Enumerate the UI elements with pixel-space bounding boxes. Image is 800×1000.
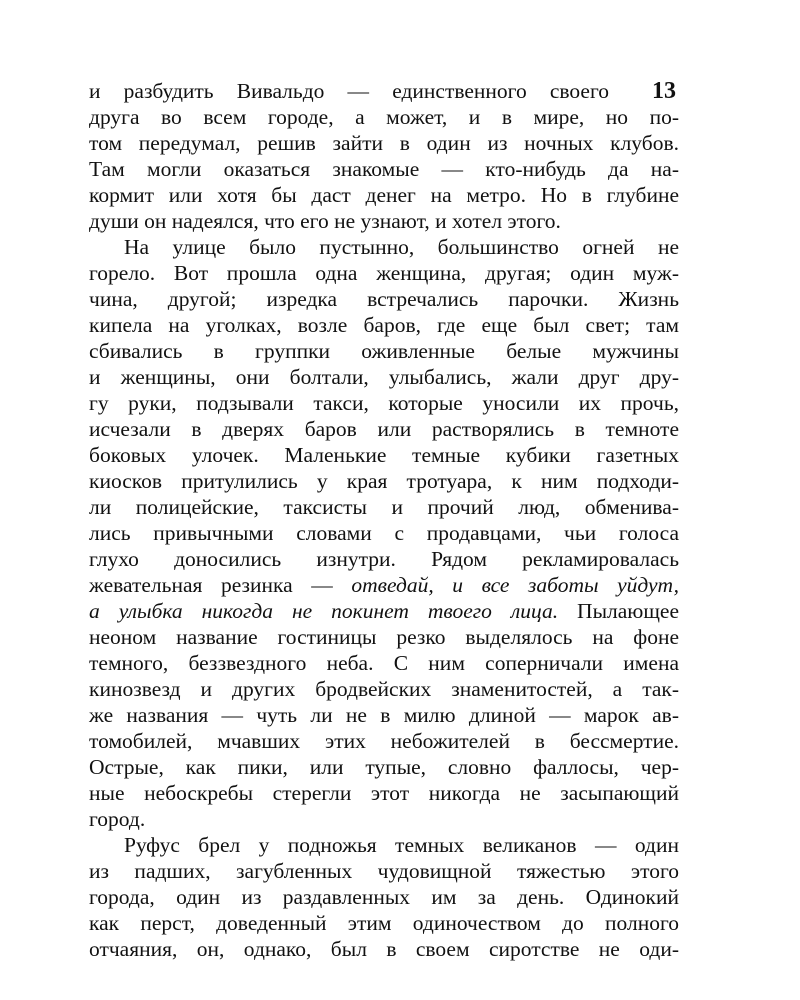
page-number: 13 (652, 78, 676, 104)
text-line: же названия — чуть ли не в милю длиной — марок ав- (89, 703, 679, 727)
italic-text: а улыбка никогда не покинет твоего лица. (89, 599, 559, 623)
text-line: неоном название гостиницы резко выделялось на фоне (89, 625, 679, 649)
text-line: боковых улочек. Маленькие темные кубики газетных (89, 443, 679, 467)
text-line: ли полицейские, таксисты и прочий люд, обменива- (89, 495, 679, 519)
text-line: души он надеялся, что его не узнают, и хотел этого. (89, 209, 561, 233)
text-line: гу руки, подзывали такси, которые уносили их прочь, (89, 391, 679, 415)
text-line: том передумал, решив зайти в один из ночных клубов. (89, 131, 679, 155)
text-line: чина, другой; изредка встречались парочки. Жизнь (89, 287, 679, 311)
text-line: сбивались в группки оживленные белые мужчины (89, 339, 679, 363)
text-line: отчаяния, он, однако, был в своем сиротстве не оди- (89, 937, 679, 961)
text-line: глухо доносились изнутри. Рядом рекламировалась (89, 547, 679, 571)
italic-text: отведай, и все заботы уйдут, (351, 573, 679, 597)
text-line: жевательная резинка — отведай, и все заботы уйдут, (89, 573, 679, 597)
text-line: исчезали в дверях баров или растворялись в темноте (89, 417, 679, 441)
text-line: томобилей, мчавших этих небожителей в бессмертие. (89, 729, 679, 753)
text-line: а улыбка никогда не покинет твоего лица. Пылающее (89, 599, 680, 623)
text-line: город. (89, 807, 146, 831)
text-line: горело. Вот прошла одна женщина, другая; один муж- (89, 261, 679, 285)
text-line: темного, беззвездного неба. С ним соперничали имена (89, 651, 679, 675)
text-line: как перст, доведенный этим одиночеством до полного (89, 911, 679, 935)
text-line: лись привычными словами с продавцами, чьи голоса (89, 521, 679, 545)
text-line: Там могли оказаться знакомые — кто-нибудь да на- (89, 157, 679, 181)
text-line: На улице было пустынно, большинство огней не (124, 235, 679, 259)
text-line: кормит или хотя бы даст денег на метро. Но в глубине (89, 183, 679, 207)
text-line: города, один из раздавленных им за день. Одинокий (89, 885, 679, 909)
text-line: кинозвезд и других бродвейских знаменитостей, а так- (89, 677, 679, 701)
text-line: ные небоскребы стерегли этот никогда не засыпающий (89, 781, 679, 805)
text-line: из падших, загубленных чудовищной тяжестью этого (89, 859, 679, 883)
text-line: Руфус брел у подножья темных великанов — один (124, 833, 679, 857)
text-line: и женщины, они болтали, улыбались, жали друг дру- (89, 365, 679, 389)
text-line: Острые, как пики, или тупые, словно фаллосы, чер- (89, 755, 679, 779)
text-line: кипела на уголках, возле баров, где еще был свет; там (89, 313, 679, 337)
text-line: и разбудить Вивальдо — единственного своего (89, 79, 609, 103)
text-line: киосков притулились у края тротуара, к ним подходи- (89, 469, 679, 493)
text-line: друга во всем городе, а может, и в мире, но по- (89, 105, 679, 129)
